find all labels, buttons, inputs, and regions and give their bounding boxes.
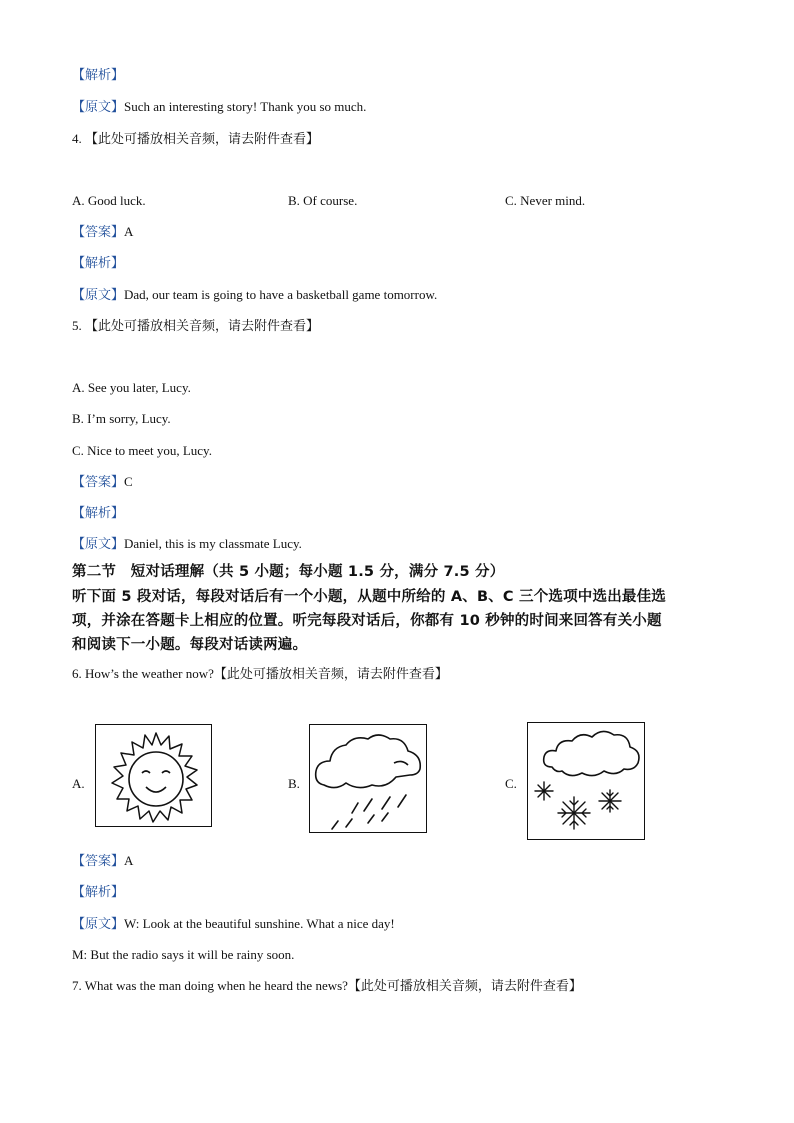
sunny-icon <box>95 724 212 827</box>
analysis-label: 【解析】 <box>72 255 125 270</box>
q5-option-a: A. See you later, Lucy. <box>72 380 191 395</box>
section-2-instructions-3: 和阅读下一小题。每段对话读两遍。 <box>72 637 308 653</box>
q5-option-c: C. Nice to meet you, Lucy. <box>72 443 212 458</box>
original-text-q6-line2: M: But the radio says it will be rainy soon. <box>72 947 295 962</box>
answer-q6: 【答案】A <box>72 853 134 868</box>
analysis-label: 【解析】 <box>72 67 125 82</box>
q5-option-b: B. I’m sorry, Lucy. <box>72 411 171 426</box>
q6-option-a-label: A. <box>72 776 85 791</box>
snowy-icon <box>527 722 645 840</box>
question-4-prompt: 4. 【此处可播放相关音频，请去附件查看】 <box>72 131 320 146</box>
rainy-icon <box>309 724 427 833</box>
analysis-label: 【解析】 <box>72 884 125 899</box>
q4-option-c: C. Never mind. <box>505 193 586 208</box>
question-6-prompt: 6. How’s the weather now?【此处可播放相关音频，请去附件查看】 <box>72 666 448 681</box>
q4-option-a: A. Good luck. <box>72 193 146 208</box>
answer-q4: 【答案】A <box>72 224 134 239</box>
question-7-prompt: 7. What was the man doing when he heard the news?【此处可播放相关音频，请去附件查看】 <box>72 978 582 993</box>
q6-option-b-label: B. <box>288 776 300 791</box>
analysis-label: 【解析】 <box>72 505 125 520</box>
original-text-q3: 【原文】Such an interesting story! Thank you so much. <box>72 99 367 114</box>
section-2-instructions-1: 听下面 5 段对话，每段对话后有一个小题，从题中所给的 A、B、C 三个选项中选出最佳选 <box>72 589 666 605</box>
original-text-q6: 【原文】W: Look at the beautiful sunshine. What a nice day! <box>72 916 395 931</box>
section-2-title: 第二节 短对话理解（共 5 小题；每小题 1.5 分，满分 7.5 分） <box>72 564 505 580</box>
q6-option-c-label: C. <box>505 776 517 791</box>
q4-option-b: B. Of course. <box>288 193 358 208</box>
answer-q5: 【答案】C <box>72 474 133 489</box>
original-text-q4: 【原文】Dad, our team is going to have a basketball game tomorrow. <box>72 287 438 302</box>
original-text-q5: 【原文】Daniel, this is my classmate Lucy. <box>72 536 302 551</box>
section-2-instructions-2: 项，并涂在答题卡上相应的位置。听完每段对话后，你都有 10 秒钟的时间来回答有关小题 <box>72 613 662 629</box>
question-5-prompt: 5. 【此处可播放相关音频，请去附件查看】 <box>72 318 320 333</box>
